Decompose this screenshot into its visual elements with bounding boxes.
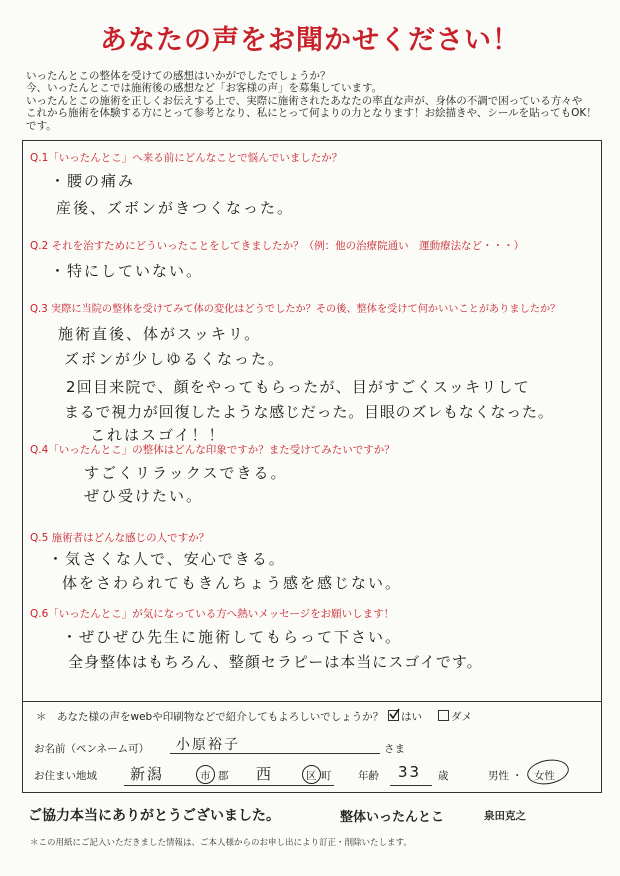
address-ku-label: 区 [306, 770, 317, 782]
age-underline [390, 785, 432, 786]
address-gun-label: 郡 [218, 770, 229, 782]
answer-text: 2回目来院で、顔をやってもらったが、目がすごくスッキリして [66, 378, 530, 396]
answer-text: ズボンが少しゆるくなった。 [64, 350, 286, 368]
answer-text: 施術直後、体がスッキリ。 [58, 325, 262, 343]
address-ward-value[interactable]: 西 [256, 765, 274, 783]
question-5-label: Q.5 施術者はどんな感じの人ですか？ [30, 532, 210, 544]
no-checkbox[interactable] [438, 710, 449, 721]
name-label: お名前（ペンネーム可） [34, 743, 150, 755]
answer-text: ・特にしていない。 [50, 262, 204, 280]
age-unit: 歳 [438, 770, 449, 782]
question-6-label: Q.6「いったんとこ」が気になっている方へ熱いメッセージをお願いします！ [30, 608, 395, 620]
address-machi-label: 町 [321, 770, 332, 782]
answer-text: 産後、ズボンがきつくなった。 [56, 199, 295, 217]
permission-yes-option[interactable] [388, 709, 422, 724]
answer-text: 全身整体はもちろん、整顔セラピーは本当にスゴイです。 [68, 653, 483, 671]
question-4-label: Q.4「いったんとこ」の整体はどんな印象ですか？また受けてみたいですか？ [30, 444, 395, 456]
no-label: ダメ [451, 711, 472, 723]
address-city-label: 市 [200, 770, 211, 782]
gender-male-option[interactable]: 男性 [488, 770, 509, 782]
answer-text: ぜひ受けたい。 [84, 487, 204, 505]
intro-line: です。 [26, 119, 57, 132]
gender-separator: ・ [512, 770, 523, 782]
yes-checkbox[interactable] [388, 710, 399, 721]
intro-line: 今、いったんとこでは施術後の感想など「お客様の声」を募集しています。 [26, 82, 383, 95]
page-title: あなたの声をお聞かせください！ [100, 25, 520, 56]
ku-circle-mark [302, 765, 321, 784]
thanks-message: ご協力本当にありがとうございました。 [28, 808, 280, 824]
intro-line: これから施術を体験する方にとって参考となり、私にとって何よりの力となります！お絵描きや、シールを貼ってもOK！ [26, 107, 597, 120]
owner-name: 泉田克之 [484, 810, 526, 822]
studio-name: 整体いったんとこ [340, 810, 445, 825]
permission-no-option[interactable] [438, 709, 472, 724]
permission-question: ＊ あなた様の声をwebや印刷物などで紹介してもよろしいでしょうか？ [36, 711, 384, 723]
name-value[interactable]: 小原裕子 [176, 737, 240, 753]
privacy-footnote: ＊この用紙にご記入いただきました情報は、ご本人様からのお申し出により訂正・削除いたします。 [30, 838, 412, 848]
intro-line: いったんとこの施術を正しくお伝えする上で、実際に施術されたあなたの率直な声が、身体の不調で困っている方々や [26, 94, 583, 107]
question-2-label: Q.2 それを治すためにどういったことをしてきましたか？（例：他の治療院通い 運動療法など・・・） [30, 240, 525, 252]
name-underline [170, 753, 380, 754]
intro-text [26, 70, 606, 132]
answer-text: すごくリラックスできる。 [84, 464, 288, 482]
name-suffix: さま [384, 743, 405, 755]
age-value[interactable]: 33 [398, 763, 422, 781]
address-prefecture-value[interactable]: 新潟 [130, 765, 165, 783]
answer-text: まるで視力が回復したような感じだった。目眼のズレもなくなった。 [64, 403, 554, 421]
question-3-label: Q.3 実際に当院の整体を受けてみて体の変化はどうでしたか？その後、整体を受けて何かいいことがありましたか？ [30, 304, 561, 315]
gender-female-option[interactable]: 女性 [534, 770, 555, 782]
answer-text: 体をさわられてもきんちょう感を感じない。 [62, 574, 403, 592]
address-underline [124, 785, 334, 786]
answer-text: ・腰の痛み [50, 172, 136, 190]
address-label: お住まい地域 [34, 770, 97, 782]
question-1-label: Q.1「いったんとこ」へ来る前にどんなことで悩んでいましたか？ [30, 152, 343, 164]
intro-line: いったんとこの整体を受けての感想はいかがでしたでしょうか？ [26, 70, 331, 82]
answer-text: ・ぜひぜひ先生に施術してもらって下さい。 [62, 628, 403, 646]
yes-label: はい [401, 711, 422, 723]
answer-text: これはスゴイ！！ [90, 426, 226, 444]
age-label: 年齢 [358, 770, 379, 782]
city-circle-mark [196, 765, 215, 784]
answer-text: ・気さくな人で、安心できる。 [48, 550, 286, 568]
